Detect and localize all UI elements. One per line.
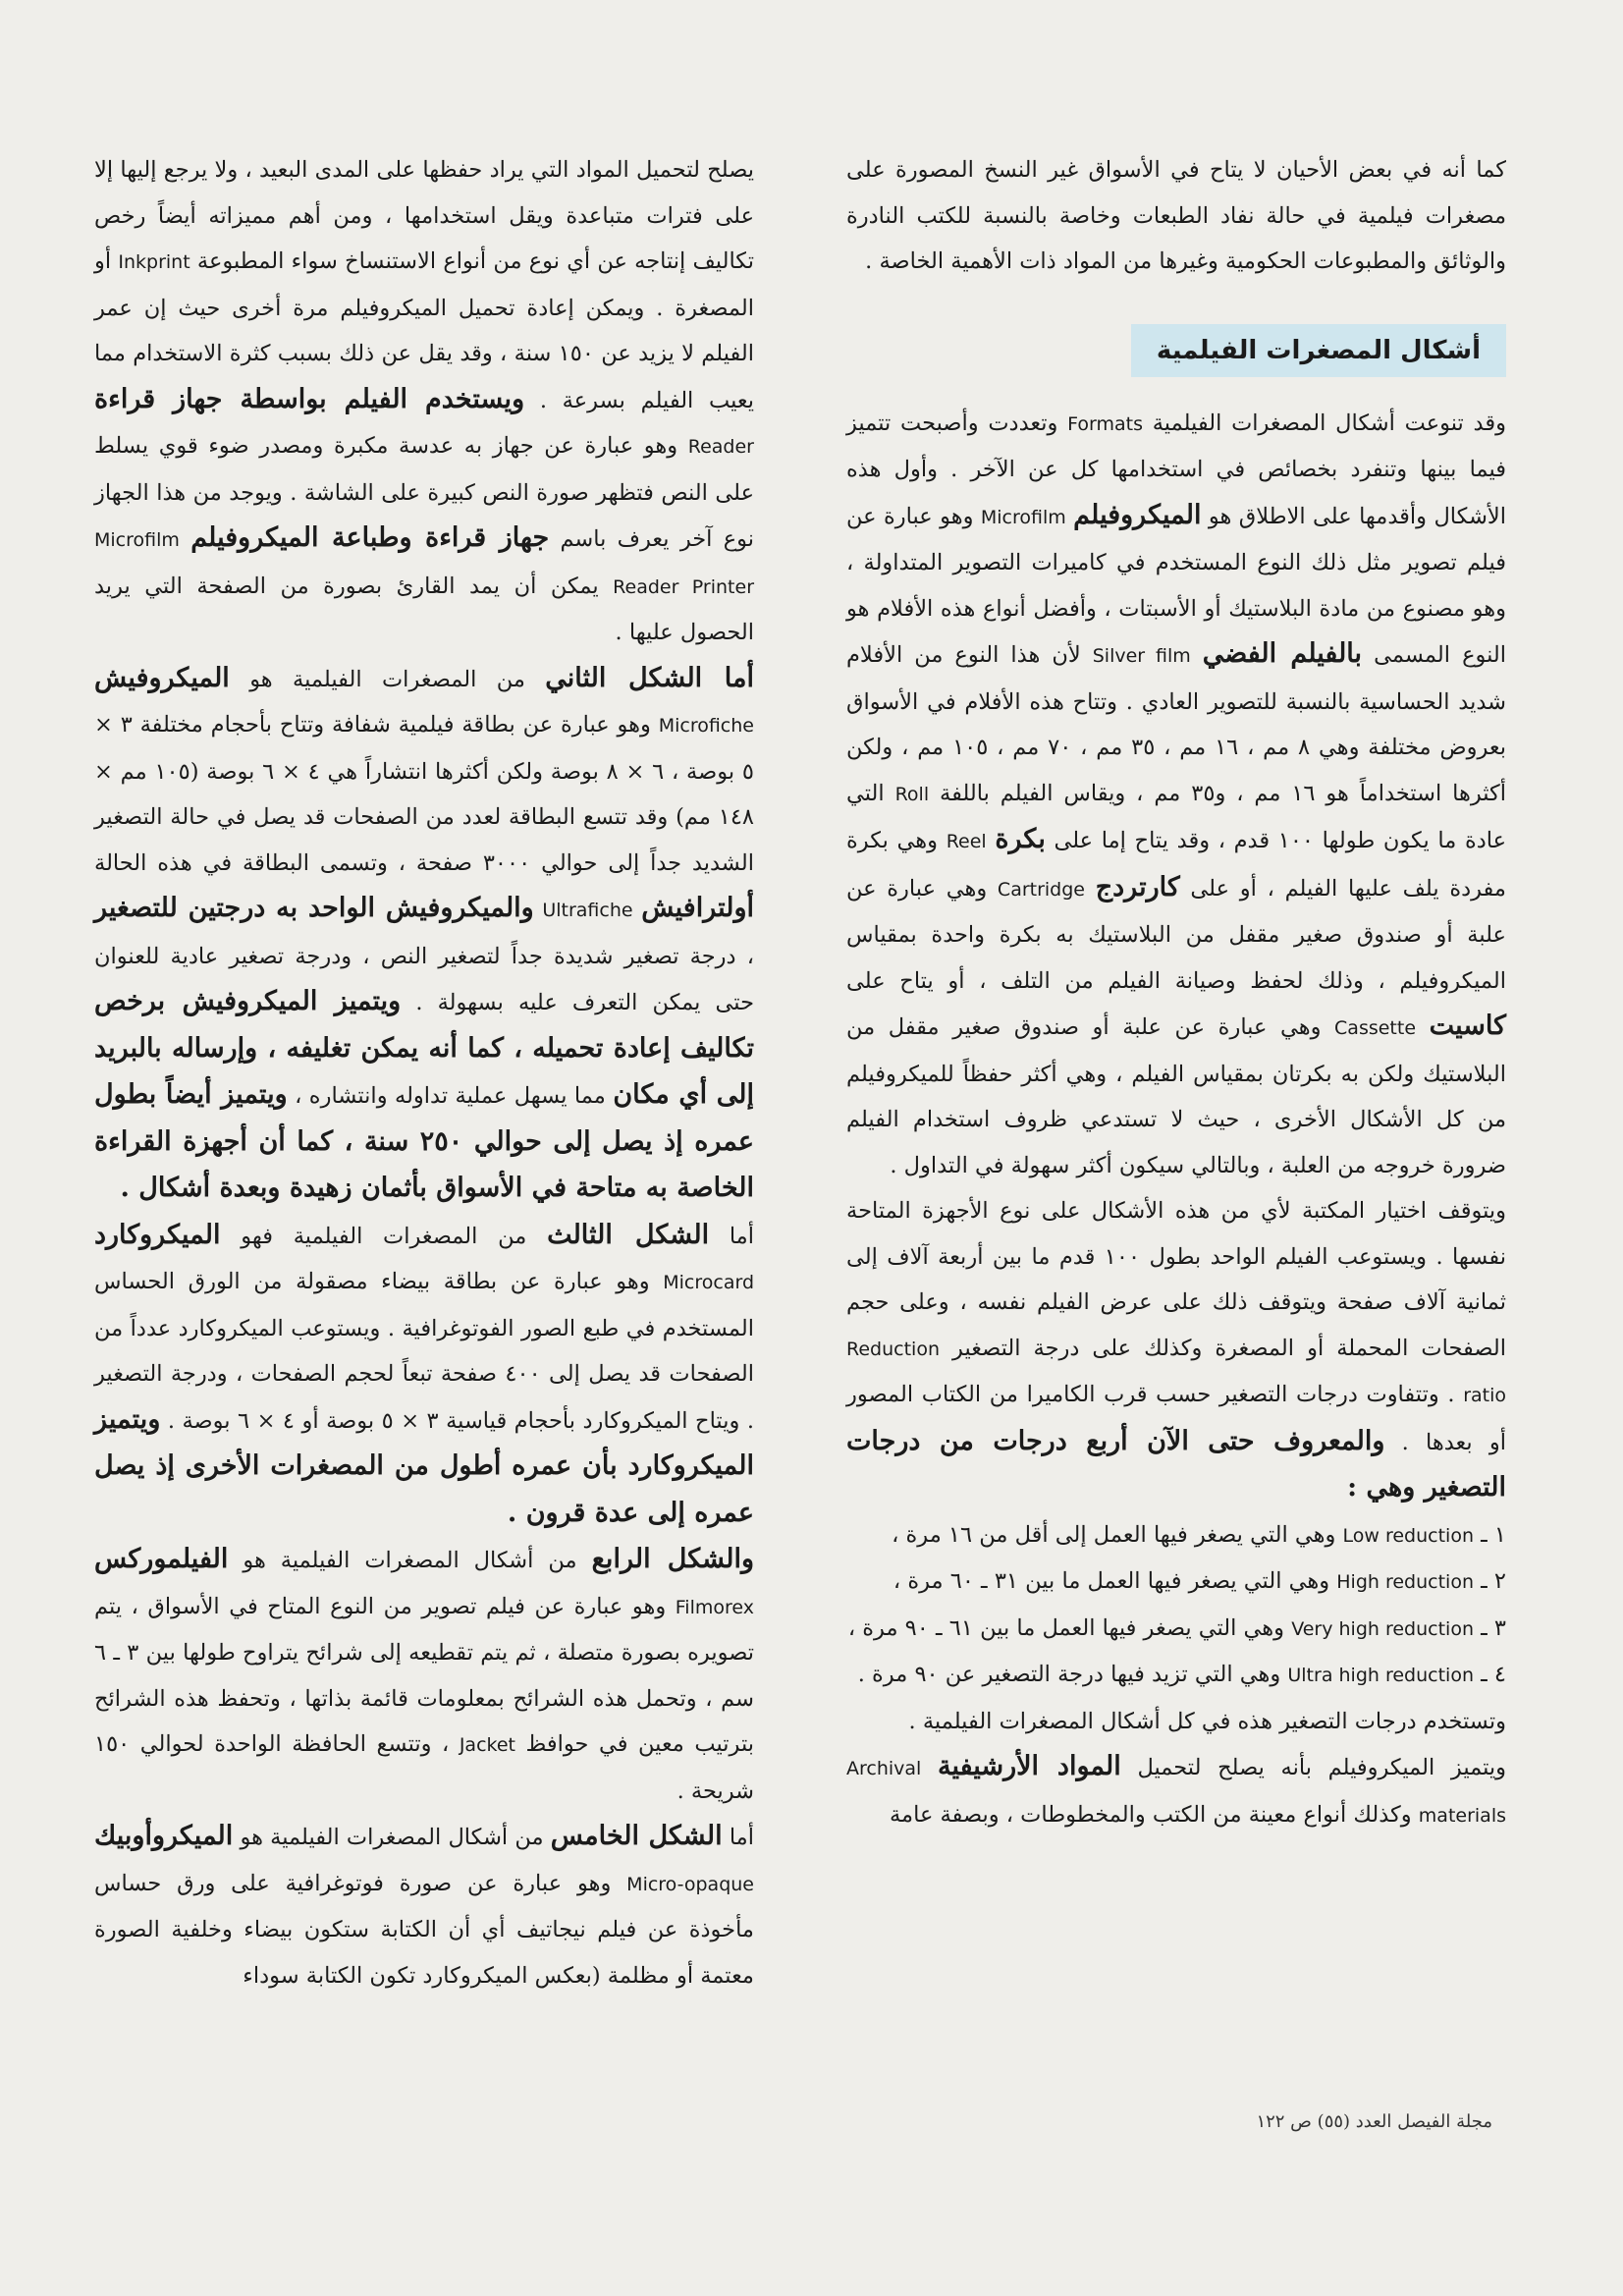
left-column <box>94 147 754 1998</box>
section-heading: أشكال المصغرات الفيلمية <box>1131 324 1506 377</box>
section-heading-box <box>846 324 1506 377</box>
reduction-item-1: ١ ـ Low reduction وهي التي يصغر فيها العمل إلى أقل من ١٦ مرة ، <box>892 1521 1506 1548</box>
microcard-paragraph: أما الشكل الثالث من المصغرات الفيلمية فهو الميكروكارد Microcard وهو عبارة عن بطاقة بيضاء مصقولة من الورق الحساس المستخدم في طبع الصور الفوتوغرافية . ويستوعب الميكروكارد عدداً من الصفحات قد يصل إلى ٤٠٠ صفحة تبعاً لحجم الصفحات ، ودرجة التصغير . ويتاح الميكروكارد بأحجام قياسية ٣ × ٥ بوصة أو ٤ × ٦ بوصة . ويتميز الميكروكارد بأن عمره أطول من المصغرات الأخرى إذ يصل عمره إلى عدة قرون . <box>94 1219 754 1528</box>
filmorex-paragraph: والشكل الرابع من أشكال المصغرات الفيلمية هو الفيلموركس Filmorex وهو عبارة عن فيلم تصوير من النوع المتاح في الأسواق ، يتم تصويره بصورة متصلة ، ثم يتم تقطيعه إلى شرائح يتراوح طولها بين ٣ ـ ٦ سم ، وتحمل هذه الشرائح بمعلومات قائمة بذاتها ، وتحفظ هذه الشرائح بترتيب معين في حوافظ Jacket ، وتتسع الحافظة الواحدة لحوالي ١٥٠ شريحة . <box>94 1544 755 1804</box>
usage-paragraph: وتستخدم درجات التصغير هذه في كل أشكال المصغرات الفيلمية . <box>908 1708 1506 1734</box>
intro-paragraph: كما أنه في بعض الأحيان لا يتاح في الأسواق غير النسخ المصورة على مصغرات فيلمية في حالة نفاد الطبعات وخاصة بالنسبة للكتب النادرة والوثائق والمطبوعات الحكومية وغيرها من المواد ذات الأهمية الخاصة . <box>846 157 1506 274</box>
selection-paragraph: ويتوقف اختيار المكتبة لأي من هذه الأشكال على نوع الأجهزة المتاحة نفسها . ويستوعب الفيلم الواحد بطول ١٠٠ قدم ما بين أربعة آلاف إلى ثمانية آلاف صفحة ويتوقف ذلك على عرض الفيلم نفسه ، وعلى حجم الصفحات المحملة أو المصغرة وكذلك على درجة التصغير Reduction ratio . وتتفاوت درجات التصغير حسب قرب الكاميرا من الكتاب المصور أو بعدها . والمعروف حتى الآن أربع درجات من درجات التصغير وهي : <box>846 1198 1506 1503</box>
microopaque-paragraph: أما الشكل الخامس من أشكال المصغرات الفيلمية هو الميكروأوبيك Micro-opaque وهو عبارة عن صورة فوتوغرافية على ورق حساس مأخوذة عن فيلم نيجاتيف أي أن الكتابة ستكون بيضاء وخلفية الصورة معتمة أو مظلمة (بعكس الميكروكارد تكون الكتابة سوداء <box>94 1821 754 1989</box>
reduction-item-4: ٤ ـ Ultra high reduction وهي التي تزيد فيها درجة التصغير عن ٩٠ مرة . <box>857 1662 1506 1687</box>
formats-paragraph: وقد تنوعت أشكال المصغرات الفيلمية Formats وتعددت وأصبحت تتميز فيما بينها وتنفرد بخصائص في استخدامها كل عن الآخر . وأول هذه الأشكال وأقدمها على الاطلاق هو الميكروفيلم Microfilm وهو عبارة عن فيلم تصوير مثل ذلك النوع المستخدم في كاميرات التصوير المتداولة ، وهو مصنوع من مادة البلاستيك أو الأسبتات ، وأفضل أنواع هذه الأفلام هو النوع المسمى بالفيلم الفضي Silver film لأن هذا النوع من الأفلام شديد الحساسية بالنسبة للتصوير العادي . وتتاح هذه الأفلام في الأسواق بعروض مختلفة وهي ٨ مم ، ١٦ مم ، ٣٥ مم ، ٧٠ مم ، ١٠٥ مم ، ولكن أكثرها استخداماً هو ١٦ مم ، و٣٥ مم ، ويقاس الفيلم باللفة Roll التي عادة ما يكون طولها ١٠٠ قدم ، وقد يتاح إما على بكرة Reel وهي بكرة مفردة يلف عليها الفيلم ، أو على كارتردج Cartridge وهي عبارة عن علبة أو صندوق صغير مقفل من البلاستيك به بكرة واحدة بمقياس الميكروفيلم ، وذلك لحفظ وصيانة الفيلم من التلف ، أو يتاح على كاسيت Cassette وهي عبارة عن علبة أو صندوق صغير مقفل من البلاستيك ولكن به بكرتان بمقياس الفيلم ، وهي أكثر حفظاً للميكروفيلم من كل الأشكال الأخرى ، حيث لا تستدعي ظروف استخدام الفيلم ضرورة خروجه من العلبة ، وبالتالي سيكون أكثر سهولة في التداول . <box>846 410 1507 1178</box>
page-footer: مجلة الفيصل العدد (٥٥) ص ١٢٢ <box>1256 2111 1492 2132</box>
right-column <box>846 147 1506 1838</box>
microfilm-continued-paragraph: يصلح لتحميل المواد التي يراد حفظها على المدى البعيد ، ولا يرجع إليها إلا على فترات متباعدة ويقل استخدامها ، ومن أهم مميزاته أيضاً رخص تكاليف إنتاجه عن أي نوع من أنواع الاستنساخ سواء المطبوعة Inkprint أو المصغرة . ويمكن إعادة تحميل الميكروفيلم مرة أخرى حيث إن عمر الفيلم لا يزيد عن ١٥٠ سنة ، وقد يقل عن ذلك بسبب كثرة الاستخدام مما يعيب الفيلم بسرعة . ويستخدم الفيلم بواسطة جهاز قراءة Reader وهو عبارة عن جهاز به عدسة مكبرة ومصدر ضوء قوي يسلط على النص فتظهر صورة النص كبيرة على الشاشة . ويوجد من هذا الجهاز نوع آخر يعرف باسم جهاز قراءة وطباعة الميكروفيلم Microfilm Reader Printer يمكن أن يمد القارئ بصورة من الصفحة التي يريد الحصول عليها . <box>94 157 755 645</box>
archival-paragraph: ويتميز الميكروفيلم بأنه يصلح لتحميل المواد الأرشيفية Archival materials وكذلك أنواع معينة من الكتب والمخطوطات ، وبصفة عامة <box>846 1751 1507 1828</box>
reduction-item-3: ٣ ـ Very high reduction وهي التي يصغر فيها العمل ما بين ٦١ ـ ٩٠ مرة ، <box>847 1614 1506 1641</box>
reduction-item-2: ٢ ـ High reduction وهي التي يصغر فيها العمل ما بين ٣١ ـ ٦٠ مرة ، <box>893 1568 1506 1594</box>
microfiche-paragraph: أما الشكل الثاني من المصغرات الفيلمية هو الميكروفيش Microfiche وهو عبارة عن بطاقة فيلمية شفافة وتتاح بأحجام مختلفة ٣ × ٥ بوصة ، ٦ × ٨ بوصة ولكن أكثرها انتشاراً هي ٤ × ٦ بوصة (١٠٥ مم × ١٤٨ مم) وقد تتسع البطاقة لعدد من الصفحات قد يصل في حالة التصغير الشديد جداً إلى حوالي ٣٠٠٠ صفحة ، وتسمى البطاقة في هذه الحالة أولترافيش Ultrafiche والميكروفيش الواحد به درجتين للتصغير ، درجة تصغير شديدة جداً لتصغير النص ، ودرجة تصغير عادية للعنوان حتى يمكن التعرف عليه بسهولة . ويتميز الميكروفيش برخص تكاليف إعادة تحميله ، كما أنه يمكن تغليفه ، وإرساله بالبريد إلى أي مكان مما يسهل عملية تداوله وانتشاره ، ويتميز أيضاً بطول عمره إذ يصل إلى حوالي ٢٥٠ سنة ، كما أن أجهزة القراءة الخاصة به متاحة في الأسواق بأثمان زهيدة وبعدة أشكال . <box>94 662 755 1203</box>
